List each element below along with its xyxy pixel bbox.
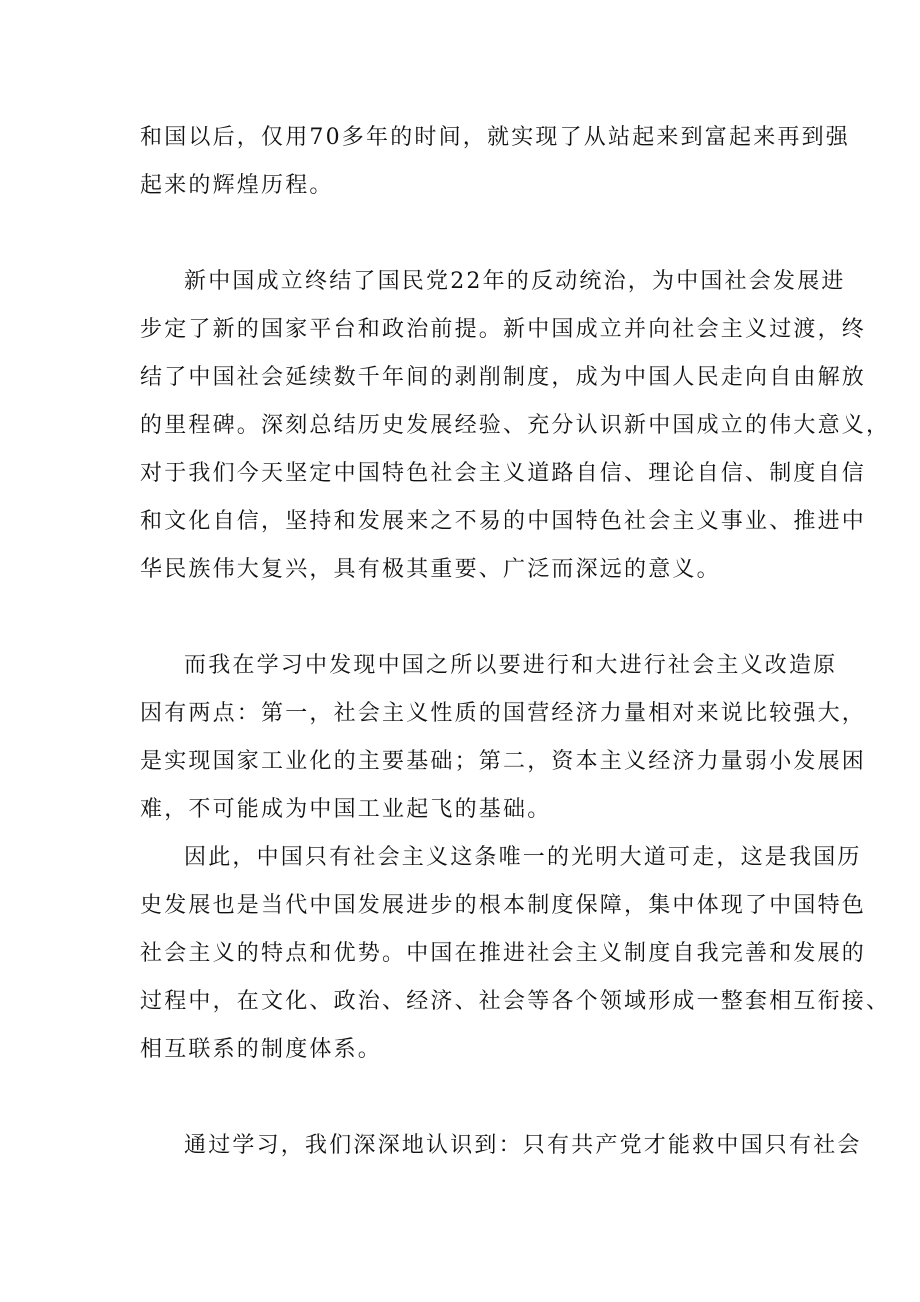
text-line: 起来的辉煌历程。 bbox=[140, 173, 334, 198]
text-line: 难，不可能成为中国工业起飞的基础。 bbox=[140, 797, 552, 822]
text-line: 新中国成立终结了国民党22年的反动统治，为中国社会发展进 bbox=[184, 269, 846, 294]
text-line: 对于我们今天坚定中国特色社会主义道路自信、理论自信、制度自信 bbox=[140, 461, 867, 486]
text-line: 华民族伟大复兴，具有极其重要、广泛而深远的意义。 bbox=[140, 557, 721, 582]
text-line: 因有两点：第一，社会主义性质的国营经济力量相对来说比较强大， bbox=[140, 701, 867, 726]
text-line: 和文化自信，坚持和发展来之不易的中国特色社会主义事业、推进中 bbox=[140, 509, 867, 534]
text-line: 的里程碑。深刻总结历史发展经验、充分认识新中国成立的伟大意义， bbox=[140, 413, 891, 438]
text-line: 因此，中国只有社会主义这条唯一的光明大道可走，这是我国历 bbox=[184, 845, 862, 870]
text-line: 史发展也是当代中国发展进步的根本制度保障，集中体现了中国特色 bbox=[140, 893, 867, 918]
text-line: 通过学习，我们深深地认识到：只有共产党才能救中国只有社会 bbox=[184, 1133, 862, 1158]
text-line: 而我在学习中发现中国之所以要进行和大进行社会主义改造原 bbox=[184, 653, 838, 678]
text-line: 相互联系的制度体系。 bbox=[140, 1037, 383, 1062]
text-line: 和国以后，仅用70多年的时间，就实现了从站起来到富起来再到强 bbox=[140, 125, 850, 150]
text-line: 步定了新的国家平台和政治前提。新中国成立并向社会主义过渡，终 bbox=[140, 317, 867, 342]
text-line: 结了中国社会延续数千年间的剥削制度，成为中国人民走向自由解放 bbox=[140, 365, 867, 390]
text-line: 过程中，在文化、政治、经济、社会等各个领域形成一整套相互衔接、 bbox=[140, 989, 891, 1014]
text-line: 社会主义的特点和优势。中国在推进社会主义制度自我完善和发展的 bbox=[140, 941, 867, 966]
text-line: 是实现国家工业化的主要基础；第二，资本主义经济力量弱小发展困 bbox=[140, 749, 867, 774]
